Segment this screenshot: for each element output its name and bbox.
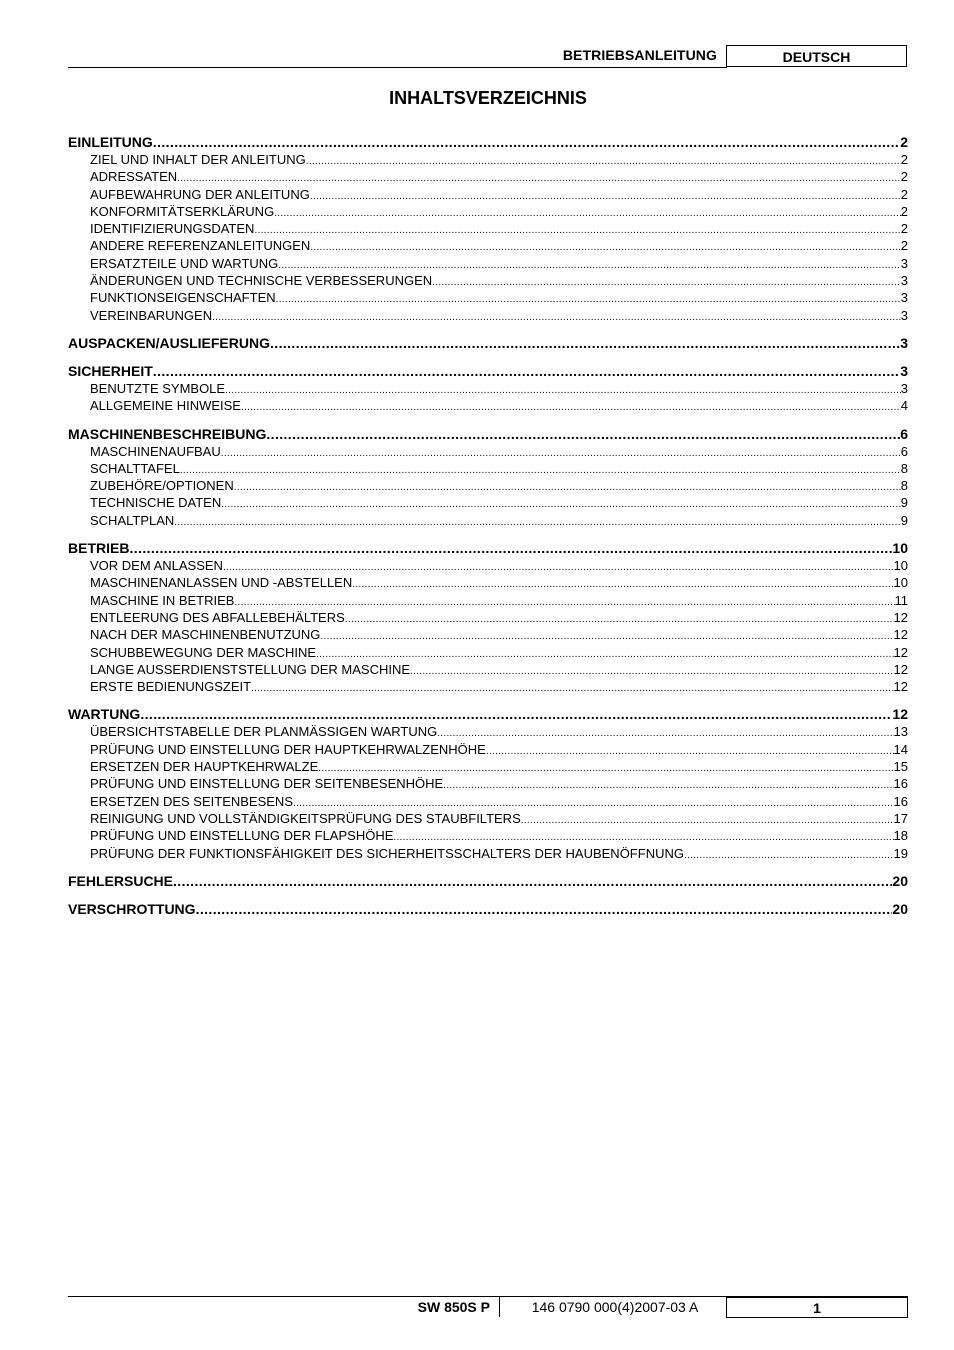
toc-subsection-entry [68, 644, 908, 661]
toc-subsection-page: 9 [900, 512, 908, 528]
toc-subsection-title: LANGE AUSSERDIENSTSTELLUNG DER MASCHINE [90, 661, 411, 677]
toc-subsection-title: PRÜFUNG UND EINSTELLUNG DER HAUPTKEHRWALZENHÖHE [90, 741, 486, 757]
toc-subsection-title: ZIEL UND INHALT DER ANLEITUNG [90, 152, 306, 167]
toc-subsection-title: ALLGEMEINE HINWEISE [90, 398, 241, 414]
toc-subsection-title: AUFBEWAHRUNG DER ANLEITUNG [90, 186, 310, 202]
toc-subsection-entry [68, 810, 908, 827]
toc-subsection-title: ERSATZTEILE UND WARTUNG [90, 255, 279, 271]
toc-section-entry [68, 872, 908, 890]
dot-leader [234, 594, 894, 609]
toc-section-page: 3 [900, 362, 908, 379]
toc-section-entry [68, 705, 908, 723]
toc-subsection-entry [68, 220, 908, 237]
dot-leader [266, 425, 900, 443]
toc-subsection-entry [68, 203, 908, 220]
dot-leader [306, 153, 901, 168]
toc-subsection-entry [68, 512, 908, 529]
toc-subsection-title: REINIGUNG UND VOLLSTÄNDIGKEITSPRÜFUNG DES STAUBFILTERS [90, 810, 521, 826]
toc-subsection-entry [68, 151, 908, 168]
toc-subsection-title: SCHALTTAFEL [90, 460, 180, 476]
dot-leader [254, 222, 900, 237]
toc-section-title: SICHERHEIT [68, 362, 153, 379]
dot-leader [432, 274, 901, 289]
toc-subsection-page: 11 [894, 592, 908, 608]
toc-subsection-page: 12 [893, 644, 908, 660]
toc-subsection-page: 3 [900, 307, 908, 323]
table-of-contents [68, 133, 908, 918]
toc-subsection-entry [68, 272, 908, 289]
toc-section-title: BETRIEB [68, 540, 130, 557]
toc-section-entry [68, 425, 908, 443]
dot-leader [278, 257, 900, 272]
toc-subsection-entry [68, 397, 908, 414]
toc-subsection-title: PRÜFUNG DER FUNKTIONSFÄHIGKEIT DES SICHERHEITSSCHALTERS DER HAUBENÖFFNUNG [90, 845, 684, 861]
toc-section-title: WARTUNG [68, 706, 141, 723]
toc-subsection-entry [68, 494, 908, 511]
toc-subsection-entry [68, 289, 908, 306]
toc-subsection-entry [68, 574, 908, 591]
toc-subsection-page: 3 [900, 273, 908, 289]
toc-subsection-title: ENTLEERUNG DES ABFALLEBEHÄLTERS [90, 609, 345, 625]
dot-leader [393, 829, 893, 844]
toc-subsection-entry [68, 661, 908, 678]
toc-subsection-entry [68, 626, 908, 643]
dot-leader [251, 680, 893, 695]
toc-subsection-page: 3 [900, 380, 908, 396]
toc-subsection-title: ERSETZEN DES SEITENBESENS [90, 793, 293, 809]
toc-subsection-title: MASCHINENANLASSEN UND -ABSTELLEN [90, 575, 353, 591]
dot-leader [345, 611, 894, 626]
dot-leader [223, 559, 894, 574]
toc-subsection-page: 10 [893, 575, 908, 591]
dot-leader [521, 812, 894, 827]
toc-subsection-title: NACH DER MASCHINENBENUTZUNG [90, 627, 321, 643]
toc-subsection-title: VOR DEM ANLASSEN [90, 558, 223, 574]
dot-leader [174, 514, 900, 529]
dot-leader [221, 496, 901, 511]
dot-leader [437, 725, 893, 740]
dot-leader [177, 170, 901, 185]
toc-subsection-page: 2 [900, 186, 908, 202]
toc-subsection-title: PRÜFUNG UND EINSTELLUNG DER SEITENBESENHÖHE [90, 776, 444, 792]
toc-subsection-page: 18 [893, 828, 908, 844]
toc-subsection-page: 17 [893, 810, 908, 826]
toc-subsection-page: 2 [900, 152, 908, 167]
toc-subsection-title: VEREINBARUNGEN [90, 307, 213, 323]
dot-leader [225, 382, 901, 397]
footer-model: SW 850S P [417, 1299, 490, 1315]
toc-subsection-entry [68, 460, 908, 477]
toc-subsection-page: 2 [900, 203, 908, 219]
dot-leader [486, 743, 894, 758]
toc-subsection-page: 12 [893, 661, 908, 677]
toc-subsection-page: 10 [893, 558, 908, 574]
dot-leader [320, 628, 893, 643]
toc-subsection-entry [68, 758, 908, 775]
toc-section-entry [68, 362, 908, 380]
toc-section-entry [68, 334, 908, 352]
toc-subsection-title: ANDERE REFERENZANLEITUNGEN [90, 238, 311, 254]
toc-subsection-page: 13 [893, 724, 908, 740]
toc-subsection-entry [68, 443, 908, 460]
toc-section-entry [68, 133, 908, 151]
toc-subsection-title: ERSTE BEDIENUNGSZEIT [90, 679, 252, 695]
dot-leader [352, 576, 893, 591]
toc-subsection-entry [68, 845, 908, 862]
toc-subsection-title: SCHUBBEWEGUNG DER MASCHINE [90, 644, 317, 660]
dot-leader [153, 133, 900, 151]
footer-separator [499, 1297, 500, 1317]
toc-subsection-entry [68, 609, 908, 626]
toc-section-page: 12 [892, 706, 908, 723]
footer-page-number: 1 [726, 1297, 908, 1318]
toc-subsection-page: 2 [900, 221, 908, 237]
header-rule [68, 67, 727, 68]
toc-subsection-page: 2 [900, 169, 908, 185]
dot-leader [443, 777, 893, 792]
dot-leader [234, 479, 901, 494]
toc-subsection-entry [68, 307, 908, 324]
toc-section-entry [68, 539, 908, 557]
language-box: DEUTSCH [726, 45, 907, 67]
manual-label: BETRIEBSANLEITUNG [562, 47, 717, 63]
toc-subsection-title: MASCHINENAUFBAU [90, 443, 221, 459]
toc-subsection-page: 12 [893, 627, 908, 643]
toc-subsection-page: 16 [893, 776, 908, 792]
toc-subsection-entry [68, 827, 908, 844]
dot-leader [173, 872, 892, 890]
toc-section-page: 20 [892, 872, 908, 889]
toc-subsection-title: KONFORMITÄTSERKLÄRUNG [90, 203, 275, 219]
toc-subsection-entry [68, 380, 908, 397]
dot-leader [318, 760, 893, 775]
toc-section-page: 2 [900, 134, 908, 150]
footer-document-code: 146 0790 000(4)2007-03 A [531, 1299, 699, 1315]
dot-leader [684, 847, 894, 862]
dot-leader [276, 291, 901, 306]
toc-subsection-entry [68, 186, 908, 203]
toc-subsection-page: 19 [893, 845, 908, 861]
toc-section-title: FEHLERSUCHE [68, 872, 174, 889]
toc-subsection-title: IDENTIFIZIERUNGSDATEN [90, 221, 255, 237]
toc-subsection-page: 15 [893, 759, 908, 775]
dot-leader [221, 445, 901, 460]
toc-subsection-page: 4 [900, 398, 908, 414]
toc-subsection-page: 8 [900, 478, 908, 494]
toc-subsection-title: MASCHINE IN BETRIEB [90, 592, 235, 608]
toc-subsection-title: SCHALTPLAN [90, 512, 175, 528]
toc-subsection-title: PRÜFUNG UND EINSTELLUNG DER FLAPSHÖHE [90, 828, 394, 844]
toc-subsection-entry [68, 678, 908, 695]
toc-section-entry [68, 900, 908, 918]
toc-subsection-page: 12 [893, 609, 908, 625]
toc-subsection-page: 16 [893, 793, 908, 809]
toc-subsection-title: ÜBERSICHTSTABELLE DER PLANMÄSSIGEN WARTUNG [90, 724, 438, 740]
dot-leader [140, 705, 892, 723]
toc-subsection-page: 2 [900, 238, 908, 254]
toc-subsection-entry [68, 741, 908, 758]
dot-leader [212, 309, 901, 324]
dot-leader [316, 646, 893, 661]
toc-subsection-entry [68, 793, 908, 810]
toc-subsection-title: TECHNISCHE DATEN [90, 495, 222, 511]
toc-subsection-page: 12 [893, 679, 908, 695]
toc-subsection-title: ERSETZEN DER HAUPTKEHRWALZE [90, 759, 319, 775]
dot-leader [241, 399, 901, 414]
toc-subsection-page: 14 [893, 741, 908, 757]
toc-subsection-title: ADRESSATEN [90, 169, 178, 185]
toc-subsection-entry [68, 237, 908, 254]
dot-leader [310, 239, 900, 254]
toc-section-title: EINLEITUNG [68, 134, 153, 150]
toc-section-title: AUSPACKEN/AUSLIEFERUNG [68, 334, 270, 351]
toc-subsection-entry [68, 557, 908, 574]
toc-subsection-entry [68, 477, 908, 494]
toc-subsection-title: BENUTZTE SYMBOLE [90, 380, 226, 396]
toc-subsection-page: 3 [900, 290, 908, 306]
toc-section-page: 3 [900, 334, 908, 351]
dot-leader [180, 462, 901, 477]
toc-subsection-title: ÄNDERUNGEN UND TECHNISCHE VERBESSERUNGEN [90, 273, 433, 289]
toc-subsection-title: ZUBEHÖRE/OPTIONEN [90, 478, 234, 494]
dot-leader [310, 188, 901, 203]
toc-subsection-page: 6 [900, 443, 908, 459]
toc-section-title: VERSCHROTTUNG [68, 900, 196, 917]
toc-subsection-page: 8 [900, 460, 908, 476]
dot-leader [153, 362, 900, 380]
toc-subsection-page: 3 [900, 255, 908, 271]
toc-section-page: 6 [900, 425, 908, 442]
dot-leader [196, 900, 893, 918]
toc-subsection-entry [68, 592, 908, 609]
page-title: INHALTSVERZEICHNIS [389, 88, 587, 108]
dot-leader [410, 663, 894, 678]
toc-section-page: 20 [892, 900, 908, 917]
toc-section-title: MASCHINENBESCHREIBUNG [68, 425, 267, 442]
dot-leader [274, 205, 901, 220]
toc-subsection-entry [68, 168, 908, 185]
toc-subsection-entry [68, 255, 908, 272]
toc-subsection-entry [68, 723, 908, 740]
dot-leader [293, 795, 894, 810]
toc-section-page: 10 [892, 540, 908, 557]
toc-subsection-entry [68, 775, 908, 792]
dot-leader [129, 539, 892, 557]
dot-leader [270, 334, 900, 352]
toc-subsection-title: FUNKTIONSEIGENSCHAFTEN [90, 290, 276, 306]
toc-subsection-page: 9 [900, 495, 908, 511]
